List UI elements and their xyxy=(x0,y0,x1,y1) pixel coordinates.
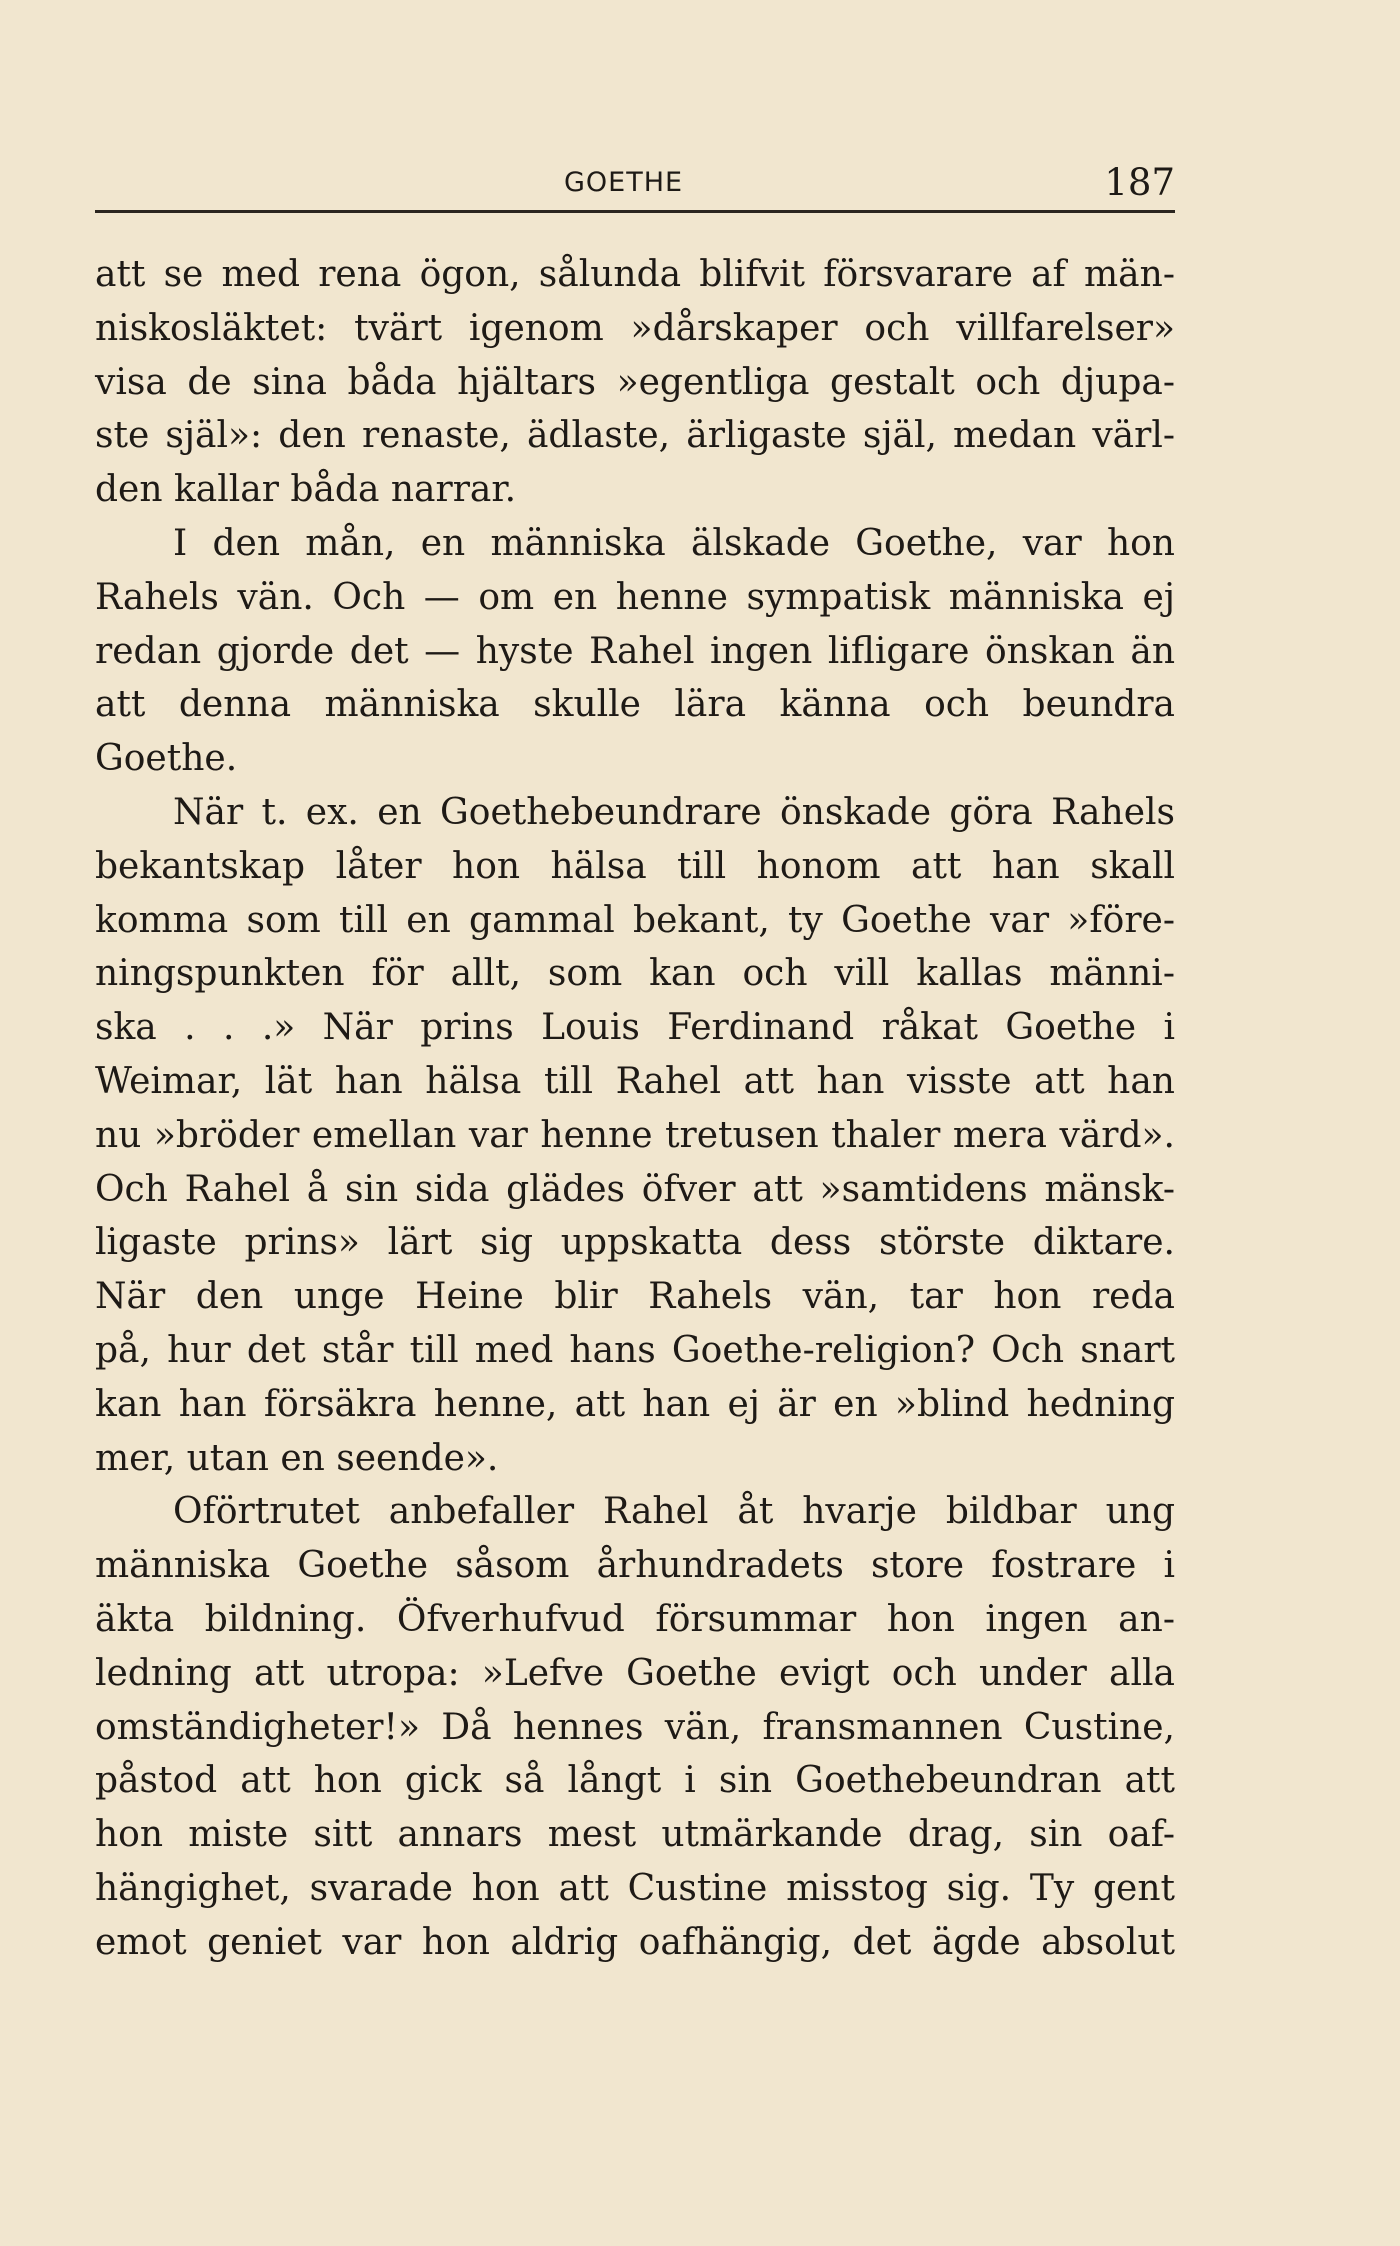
text-line: hängighet, svarade hon att Custine misstog sig. Ty gent xyxy=(95,1867,1175,1909)
text-line: ningspunkten för allt, som kan och vill kallas männi- xyxy=(95,953,1175,995)
text-line: niskosläktet: tvärt igenom »dårskaper och villfarelser» xyxy=(95,307,1175,349)
text-line: När den unge Heine blir Rahels vän, tar hon reda xyxy=(95,1276,1175,1318)
text-line: ledning att utropa: »Lefve Goethe evigt och under alla xyxy=(95,1652,1175,1694)
text-line: att denna människa skulle lära känna och beundra xyxy=(95,684,1175,726)
text-line: på, hur det står till med hans Goethe-religion? Och snart xyxy=(95,1329,1175,1371)
text-line: att se med rena ögon, sålunda blifvit försvarare af män- xyxy=(95,254,1175,295)
text-line: redan gjorde det — hyste Rahel ingen lifligare önskan än xyxy=(95,630,1175,672)
text-line: När t. ex. en Goethebeundrare önskade göra Rahels xyxy=(173,791,1175,833)
text-line: människa Goethe såsom århundradets store fostrare i xyxy=(95,1545,1175,1587)
text-line: Weimar, lät han hälsa till Rahel att han visste att han xyxy=(95,1060,1175,1102)
text-line: Goethe. xyxy=(95,738,238,780)
text-line: omständigheter!» Då hennes vän, fransmannen Custine, xyxy=(95,1706,1175,1748)
text-line: äkta bildning. Öfverhufvud försummar hon ingen an- xyxy=(95,1598,1175,1640)
text-line: emot geniet var hon aldrig oafhängig, det ägde absolut xyxy=(95,1921,1175,1963)
text-line: Rahels vän. Och — om en henne sympatisk människa ej xyxy=(95,576,1175,618)
text-line: hon miste sitt annars mest utmärkande drag, sin oaf- xyxy=(95,1814,1175,1856)
text-line: ste själ»: den renaste, ädlaste, ärligaste själ, medan värl- xyxy=(95,415,1175,457)
header-rule xyxy=(95,210,1175,213)
running-head: GOETHE xyxy=(564,167,684,198)
text-line: kan han försäkra henne, att han ej är en »blind hedning xyxy=(95,1383,1175,1425)
body-text xyxy=(95,248,1175,1970)
text-line: påstod att hon gick så långt i sin Goethebeundran att xyxy=(95,1760,1175,1802)
text-line: ska . . .» När prins Louis Ferdinand råkat Goethe i xyxy=(95,1007,1175,1049)
text-line: nu »bröder emellan var henne tretusen thaler mera värd». xyxy=(95,1114,1175,1156)
text-line: Oförtrutet anbefaller Rahel åt hvarje bildbar ung xyxy=(173,1491,1175,1533)
page-number: 187 xyxy=(1104,161,1175,204)
text-line: Och Rahel å sin sida glädes öfver att »samtidens mänsk- xyxy=(95,1168,1175,1210)
text-line: I den mån, en människa älskade Goethe, var hon xyxy=(173,522,1175,564)
text-line: komma som till en gammal bekant, ty Goethe var »före- xyxy=(95,899,1175,941)
text-line: den kallar båda narrar. xyxy=(95,469,517,511)
text-line: bekantskap låter hon hälsa till honom att han skall xyxy=(95,845,1175,887)
text-line: visa de sina båda hjältars »egentliga gestalt och djupa- xyxy=(95,361,1175,403)
text-line: mer, utan en seende». xyxy=(95,1437,499,1479)
text-line: ligaste prins» lärt sig uppskatta dess störste diktare. xyxy=(95,1222,1175,1264)
page-header xyxy=(95,155,1175,205)
